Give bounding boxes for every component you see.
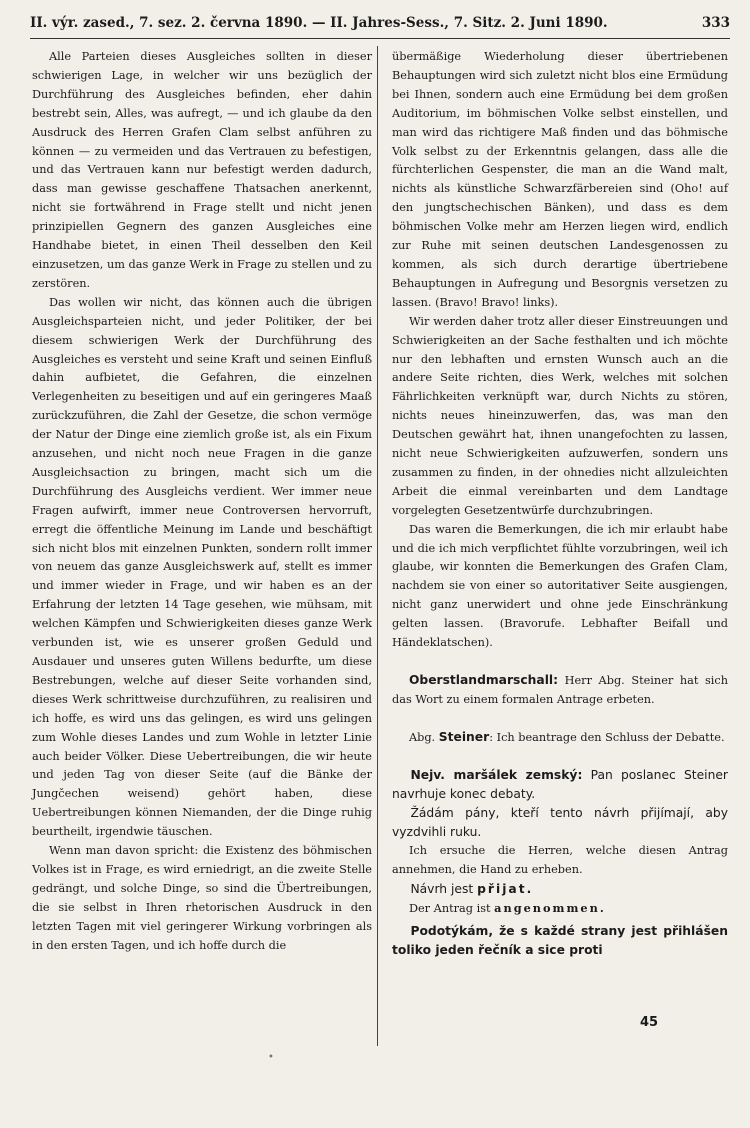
- header-page-number: 333: [701, 15, 730, 31]
- speech-text: : Ich beantrage den Schluss der Debatte.: [489, 730, 725, 744]
- speaker-title: Abg.: [408, 730, 436, 744]
- page-number: 45: [640, 1015, 659, 1030]
- column-divider: [377, 46, 378, 1046]
- speech-oberstlandmarschall: [392, 671, 728, 710]
- paragraph-czech: Žádám pány, kteří tento návrh přijímají, aby vyzdvihli ruku.: [392, 805, 728, 839]
- paragraph-german: Ich ersuche die Herren, welche diesen Antrag annehmen, die Hand zu erheben.: [392, 843, 728, 876]
- speech-text: Pan poslanec Steiner navrhuje konec debaty.: [392, 767, 728, 801]
- resolution-result: angenommen.: [494, 900, 606, 915]
- resolution-result: přijat.: [477, 881, 534, 896]
- paragraph: Wenn man davon spricht: die Existenz des böhmischen Volkes ist in Frage, es wird erniedrigt, an die zweite Stelle gedrängt, und solche Dinge, so sind die Übertreibungen, die sie selbst in Ihren rhetorischen Ausdruck in den letzten Tagen mit viel geringerer Wirkung vorbringen als in den ersten Tagen, und ich hoffe durch die: [32, 844, 372, 952]
- resolution-german: [392, 899, 728, 919]
- paragraph: Das wollen wir nicht, das können auch die übrigen Ausgleichsparteien nicht, und jeder Politiker, der bei diesem schwierigen Werk der Durchführung des Ausgleiches es versteht und seine Kraft und seinen Einfluß dahin aufbietet, die Gefahren, die einzelnen Verlegenheiten zu beseitigen und auf ein geringeres Maaß zurückzuführen, die Zahl der Gesetze, die schon vermöge der Natur der Dinge eine ziemlich große ist, als ein Fixum anzusehen, und nicht noch neue Fragen in die ganze Ausgleichsaction zu bringen, macht sich um die Durchführung des Ausgleichs verdient. Wer immer neue Fragen aufwirft, immer neue Controversen hervorruft, erregt die öffentliche Meinung im Lande und beschäftigt sich nicht blos mit einzelnen Punkten, sondern rollt immer von neuem das ganze Ausgleichswerk auf, stellt es immer und immer wieder in Frage, und wir haben es an der Erfahrung der letzten 14 Tage gesehen, wie mühsam, mit welchen Kämpfen und Schwierigkeiten dieses ganze Werk verbunden ist, wie es unserer großen Geduld und Ausdauer und unseres guten Willens bedurfte, um diese Bestrebungen, welche auf dieser Seite vorhanden sind, dieses Werk schrittweise durchzuführen, zu realisiren und ich hoffe, es wird uns das gelingen, es wird uns gelingen zum Wohle dieses Landes und zum Wohle in letzter Linie auch beider Völker. Diese Uebertreibungen, die wir heute und jeden Tag von dieser Seite (auf die Bänke der Jungčechen weisend) gehört haben, diese Uebertreibungen können Niemanden, der die Dinge ruhig beurtheilt, irgendwie täuschen.: [32, 295, 372, 839]
- resolution-text: Návrh jest: [410, 881, 474, 896]
- paragraph: Alle Parteien dieses Ausgleiches sollten in dieser schwierigen Lage, in welcher wir uns bezüglich der Durchführung des Ausgleiches befinden, eher dahin bestrebt sein, Alles, was aufregt, — und ich glaube da den Ausdruck des Herren Grafen Clam selbst anführen zu können — zu vermeiden und das Vertrauen zu befestigen, und das Vertrauen kann nur befestigt werden dadurch, dass man gewisse geschaffene Thatsachen anerkennt, nicht sie fortwährend in Frage stellt und nicht jenen prinzipiellen Gegnern des ganzen Ausgleiches eine Handhabe bietet, in einen Theil desselben den Keil einzusetzen, um das ganze Werk in Frage zu stellen und zu zerstören.: [32, 50, 372, 290]
- running-header: [30, 12, 730, 39]
- speaker-name: Steiner: [438, 729, 490, 744]
- right-column: [392, 48, 728, 960]
- paragraph-czech-bold: Podotýkám, že s každé strany jest přihlášen toliko jeden řečník a sice proti: [392, 924, 728, 958]
- left-column: [32, 48, 372, 956]
- speech-marsalek: [392, 766, 728, 804]
- speaker-name: Oberstlandmarschall:: [408, 673, 559, 687]
- header-title: II. výr. zased., 7. sez. 2. června 1890. — II. Jahres-Sess., 7. Sitz. 2. Juni 1890.: [30, 15, 608, 31]
- resolution-text: Der Antrag ist: [408, 901, 491, 915]
- speech-text: Herr Abg. Steiner hat sich das Wort zu einem formalen Antrage erbeten.: [392, 674, 728, 706]
- speck: •: [268, 1052, 274, 1063]
- speech-steiner: [392, 728, 728, 748]
- speaker-name: Nejv. maršálek zemský:: [410, 767, 583, 782]
- paragraph: übermäßige Wiederholung dieser übertriebenen Behauptungen wird sich zuletzt nicht blos eine Ermüdung bei Ihnen, sondern auch eine Ermüdung bei dem großen Auditorium, im böhmischen Volke selbst einstellen, und man wird das richtigere Maß finden und das böhmische Volk selbst zu der Erkenntnis gelangen, dass alle die fürchterlichen Gespenster, die man an die Wand malt, nichts als künstliche Schwarzfärbereien sind (Oho! auf den jungtschechischen Bänken), und dass es dem böhmischen Volke mehr am Herzen liegen wird, endlich zur Ruhe mit seinen deutschen Landesgenossen zu kommen, als sich durch derartige übertriebene Behauptungen in Aufregung und Besorgnis versetzen zu lassen. (Bravo! Bravo! links).: [392, 50, 728, 309]
- paragraph: Das waren die Bemerkungen, die ich mir erlaubt habe und die ich mich verpflichtet fühlte vorzubringen, weil ich glaube, wir konnten die Bemerkungen des Grafen Clam, nachdem sie von einer so autoritativer Seite ausgiengen, nicht ganz unerwidert und ohne jede Einschränkung gelten lassen. (Bravorufe. Lebhafter Beifall und Händeklatschen).: [392, 522, 728, 650]
- resolution-czech: [392, 880, 728, 899]
- paragraph: Wir werden daher trotz aller dieser Einstreuungen und Schwierigkeiten an der Sache festhalten und ich möchte nur den lebhaften und ernsten Wunsch auch an die andere Seite richten, dies Werk, welches mit solchen Fährlichkeiten verknüpft war, durch Nichts zu stören, nichts neues hineinzuwerfen, das, was man den Deutschen gewährt hat, ihnen unangefochten zu lassen, nicht neue Schwierigkeiten aufzuwerfen, sondern uns zusammen zu finden, in der ohnedies nicht allzuleichten Arbeit die einmal vereinbarten und dem Landtage vorgelegten Gesetzentwürfe durchzubringen.: [392, 314, 728, 517]
